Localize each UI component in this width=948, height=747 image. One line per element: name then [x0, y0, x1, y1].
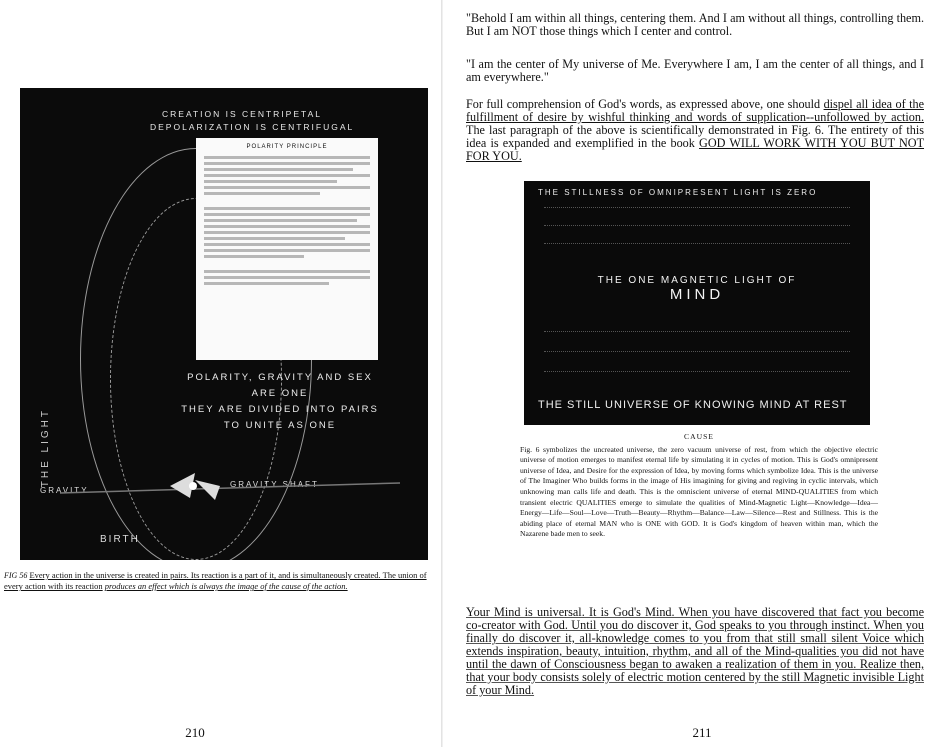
photo-mid-text [524, 274, 870, 302]
middle-text-2: ARE ONE [251, 388, 309, 399]
page-number-right: 211 [692, 725, 712, 740]
photo-top-text: THE STILLNESS OF OMNIPRESENT LIGHT IS ZERO [538, 188, 818, 197]
caption-top-line-1: CREATION IS CENTRIPETAL [162, 109, 322, 119]
page-number-left: 210 [185, 725, 205, 740]
paragraph-1: "Behold I am within all things, centering them. And I am without all things, controlling them. But I am NOT those things which I center and control. [466, 11, 924, 38]
paragraph-3 [466, 98, 924, 163]
caption-top-line-2: DEPOLARIZATION IS CENTRIFUGAL [150, 122, 355, 132]
book-gutter [441, 0, 443, 747]
figure-caption [4, 570, 434, 592]
photo-bottom-text: BIRTH [100, 534, 140, 545]
inset-title: POLARITY PRINCIPLE [246, 144, 328, 150]
paragraph-5: Your Mind is universal. It is God's Mind. When you have discovered that fact you become co-creator with God. Until you do discover it, God speaks to you through instinct. When you finally do discover it, all-knowledge comes to you from that still small silent Voice which extends inspiration, beauty, intuition, rhythm, and all of the Mind-qualities you did not have until the dawn of Consciousness began to awaken a realization of them in you. Realize then, that your body consists solely of electric motion centered by the still Magnetic invisible Light of your Mind. [466, 605, 924, 697]
right-page [444, 0, 948, 747]
paragraph-3-part-d: GOD WILL WORK WITH YOU BUT NOT FOR YOU. [466, 136, 925, 163]
fig-label: FIG 56 [4, 571, 28, 580]
photo-bottom-left: GRAVITY [40, 486, 89, 495]
photo-bottom-right: GRAVITY SHAFT [230, 480, 319, 489]
figure-photo-left [20, 88, 428, 560]
paragraph-3-part-b: dispel all idea of the fulfillment of desire by wishful thinking and words of supplication--unfollowed by action. [466, 97, 924, 124]
paragraph-3-part-c: The last paragraph of the above is scientifically demonstrated in Fig. 6. The entirety of this idea is expanded and exemplified in the book [466, 123, 924, 150]
caption-part-1: Every action in the universe is created in pairs. Its reaction is a part of it, and is simultaneously created. The union of every action with its reaction [4, 570, 427, 591]
middle-text-4: TO UNITE AS ONE [223, 420, 337, 431]
cause-caption [520, 432, 878, 540]
cause-title: CAUSE [684, 432, 714, 441]
mid-text-line: THE ONE MAGNETIC LIGHT OF [597, 275, 797, 286]
mind-text: MIND [669, 286, 725, 303]
figure-photo-right [524, 181, 870, 425]
photo-marks [20, 88, 428, 560]
paragraph-3-part-a: For full comprehension of God's words, as expressed above, one should [466, 97, 824, 111]
left-page [0, 0, 440, 747]
photo-bottom-text-right: THE STILL UNIVERSE OF KNOWING MIND AT REST [538, 399, 848, 411]
side-label: THE LIGHT [40, 408, 51, 488]
cause-text: Fig. 6 symbolizes the uncreated universe, the zero vacuum universe of rest, from which the objective electric universe of motion emerges to manifest eternal life by simulating it in cycles of motion. This is God's omnipresent universe of Idea, and Desire for the expression of Idea, by moving forms which symbolize Idea. This is the universe of The Imaginer Who builds forms in the image of His imagining for giving and regiving in cyclic intervals, which unknowing man calls life and death. This is the omniscient universe of eternal MIND-QUALITIES from which transient electric QUALITIES emerge to simulate the qualities of Mind-Magnetic Light—Knowledge—Idea—Energy—Life—Soul—Love—Truth—Beauty—Rhythm—Balance—Law—Silence—Rest and Stillness. This is the abiding place of eternal MAN who is ONE with GOD. It is God's kingdom of heaven within man, which the Nazarene bade men to seek. [520, 444, 878, 539]
paragraph-2: "I am the center of My universe of Me. Everywhere I am, I am the center of all things, and I am everywhere." [466, 57, 924, 84]
middle-text-3: THEY ARE DIVIDED INTO PAIRS [181, 404, 379, 415]
middle-text-1: POLARITY, GRAVITY AND SEX [187, 372, 373, 383]
caption-part-2: produces an effect which is always the image of the cause of the action. [104, 581, 348, 591]
